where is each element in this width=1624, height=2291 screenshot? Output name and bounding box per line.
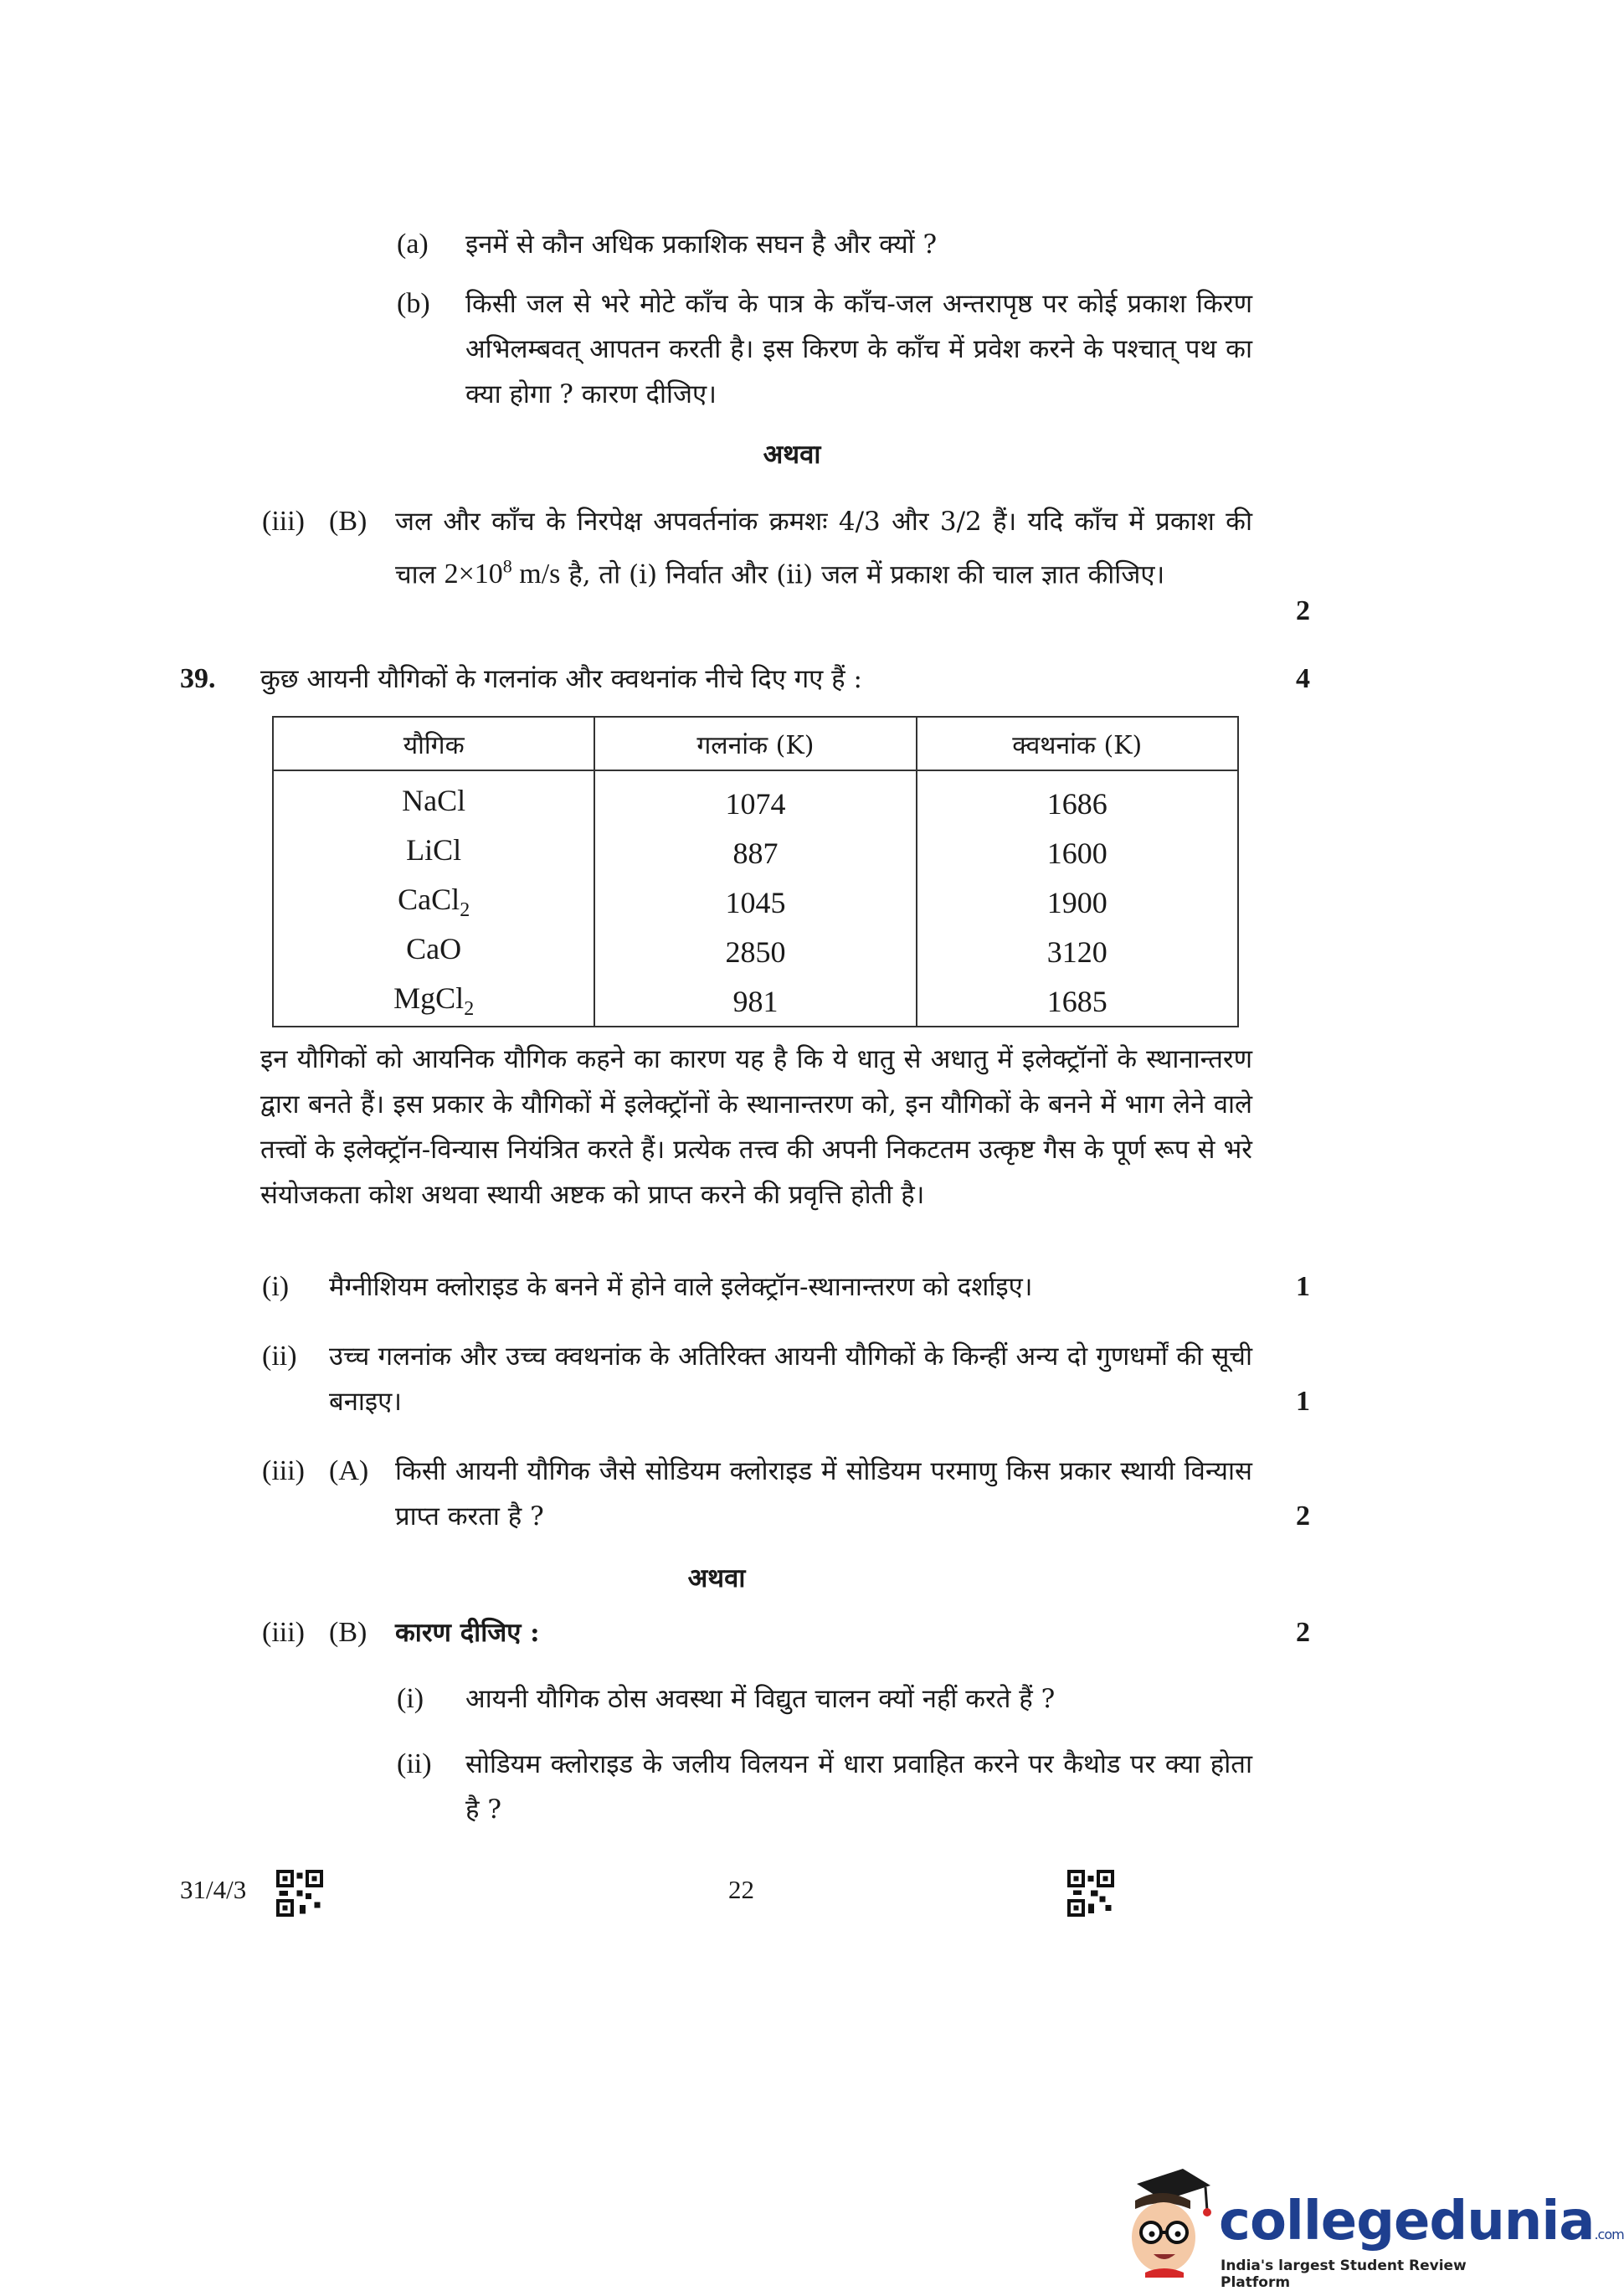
q39-iii-a-sub: (A) — [329, 1455, 369, 1486]
q39-iii-a-label: (iii) — [262, 1455, 305, 1486]
question-number: 39. — [180, 663, 216, 694]
item-a-label: (a) — [397, 229, 429, 260]
qr-code-icon-right — [1067, 1870, 1114, 1917]
refractive-index-text-1: जल और काँच के निरपेक्ष अपवर्तनांक क्रमशः 4/3 और 3/2 हैं। यदि काँच में प्रकाश की चाल — [395, 507, 1252, 590]
q39-ii-marks: 1 — [1296, 1386, 1310, 1417]
melting-boiling-table — [272, 716, 1239, 1027]
iii-label: (iii) — [262, 506, 305, 537]
iii-b-label: (B) — [329, 506, 367, 537]
q39-i-marks: 1 — [1296, 1271, 1310, 1302]
q39-iii-b-sub: (B) — [329, 1617, 367, 1648]
q39-iii-b-marks: 2 — [1296, 1617, 1310, 1648]
q39-iii-a-marks: 2 — [1296, 1501, 1310, 1532]
qr-code-icon — [276, 1870, 323, 1917]
item-b-label: (b) — [397, 288, 430, 319]
table-row: CaCl$_2$ 1045 1900 — [273, 878, 1238, 927]
q39-iii-b-i-label: (i) — [397, 1683, 424, 1714]
refractive-index-question — [395, 499, 1252, 597]
refractive-index-text-2: है, तो (i) निर्वात और (ii) जल में प्रकाश की चाल ज्ञात कीजिए। — [568, 559, 1165, 590]
item-a-text: इनमें से कौन अधिक प्रकाशिक सघन है और क्यों ? — [465, 229, 938, 260]
brand-tagline: India's largest Student Review Platform — [1221, 2258, 1467, 2291]
paper-code: 31/4/3 — [180, 1875, 247, 1904]
q39-ii-text: उच्च गलनांक और उच्च क्वथनांक के अतिरिक्त आयनी यौगिकों के किन्हीं अन्य दो गुणधर्मों की सूची बनाइए। — [329, 1341, 1252, 1417]
table-row: MgCl$_2$ 981 1685 — [273, 976, 1238, 1027]
q39-iii-a-text: किसी आयनी यौगिक जैसे सोडियम क्लोराइड में सोडियम परमाणु किस प्रकार स्थायी विन्यास प्राप्त करता है ? — [395, 1456, 1252, 1532]
q39-iii-b-ii-label: (ii) — [397, 1748, 432, 1779]
or-divider-2: अथवा — [687, 1563, 746, 1593]
light-speed-value: $2\times 10^8$ m/s — [444, 556, 561, 590]
q39-i-text: मैग्नीशियम क्लोराइड के बनने में होने वाले इलेक्ट्रॉन-स्थानान्तरण को दर्शाइए। — [329, 1272, 1033, 1302]
table-row: CaO 2850 3120 — [273, 927, 1238, 976]
q39-iii-b-ii-text: सोडियम क्लोराइड के जलीय विलयन में धारा प्रवाहित करने पर कैथोड पर क्या होता है ? — [465, 1749, 1252, 1825]
q39-marks: 4 — [1296, 663, 1310, 694]
brand-logo — [1219, 2192, 1624, 2264]
table-row: LiCl 887 1600 — [273, 828, 1238, 878]
marks-iii-b: 2 — [1296, 595, 1310, 626]
item-b-text: किसी जल से भरे मोटे काँच के पात्र के काँच-जल अन्तरापृष्ठ पर कोई प्रकाश किरण अभिलम्बवत् आपतन करती है। इस किरण के काँच में प्रवेश करने के पश्चात् पथ का क्या होगा ? कारण दीजिए। — [465, 289, 1252, 409]
table-row: NaCl 1074 1686 — [273, 770, 1238, 828]
q39-ii-label: (ii) — [262, 1341, 297, 1372]
brand-tld: .com — [1594, 2227, 1624, 2242]
header-melting-point: गलनांक (K) — [594, 717, 916, 770]
page-number: 22 — [728, 1875, 754, 1904]
brand-name: collegedunia — [1219, 2191, 1595, 2252]
q39-iii-b-label: (iii) — [262, 1617, 305, 1648]
header-compound: यौगिक — [273, 717, 594, 770]
ionic-compounds-paragraph: इन यौगिकों को आयनिक यौगिक कहने का कारण यह है कि ये धातु से अधातु में इलेक्ट्रॉनों के स्थानान्तरण द्वारा बनते हैं। इस प्रकार के यौगिकों में इलेक्ट्रॉनों के स्थानान्तरण को, इन यौगिकों के बनने में भाग लेने वाले तत्त्वों के इलेक्ट्रॉन-विन्यास नियंत्रित करते हैं। प्रत्येक तत्त्व की अपनी निकटतम उत्कृष्ट गैस के पूर्ण रूप से भरे संयोजकता कोश अथवा स्थायी अष्टक को प्राप्त करने की प्रवृत्ति होती है। — [260, 1044, 1252, 1210]
or-divider-1: अथवा — [763, 440, 821, 470]
q39-i-label: (i) — [262, 1271, 290, 1302]
q39-iii-b-i-text: आयनी यौगिक ठोस अवस्था में विद्युत चालन क्यों नहीं करते हैं ? — [465, 1684, 1056, 1714]
q39-iii-b-heading: कारण दीजिए : — [395, 1618, 540, 1648]
mascot-icon — [1103, 2160, 1216, 2278]
q39-intro: कुछ आयनी यौगिकों के गलनांक और क्वथनांक नीचे दिए गए हैं : — [260, 664, 862, 694]
header-boiling-point: क्वथनांक (K) — [917, 717, 1238, 770]
